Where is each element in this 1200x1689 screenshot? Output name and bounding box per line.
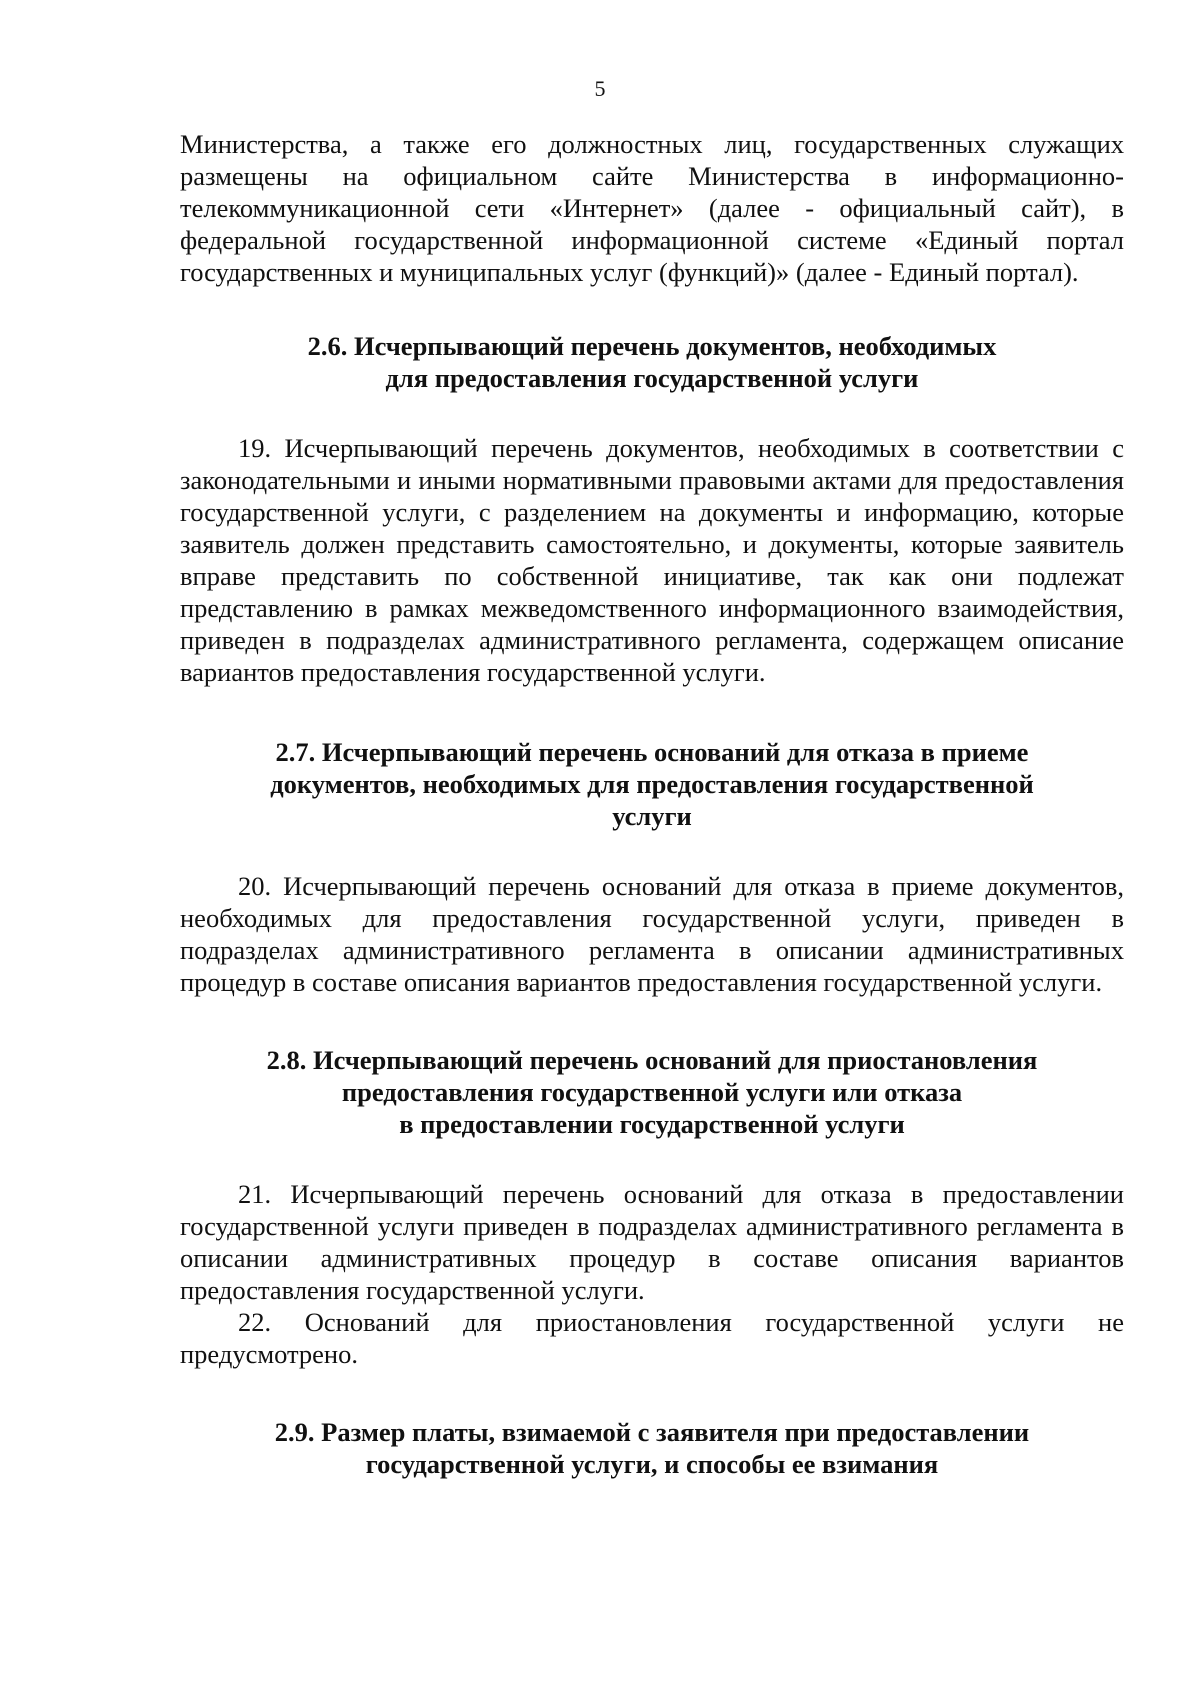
- paragraph-22: 22. Оснований для приостановления государственной услуги не предусмотрено.: [180, 1307, 1124, 1369]
- heading-line: 2.7. Исчерпывающий перечень оснований для отказа в приеме: [275, 737, 1029, 767]
- intro-paragraph: Министерства, а также его должностных лиц, государственных служащих размещены на официальном сайте Министерства в информационно-телекоммуникационной сети «Интернет» (далее - официальный сайт), в федеральной государственной информационной системе «Единый портал государственных и муниципальных услуг (функций)» (далее - Единый портал).: [180, 129, 1124, 287]
- page-number: 5: [594, 76, 606, 101]
- paragraph-20: 20. Исчерпывающий перечень оснований для отказа в приеме документов, необходимых для предоставления государственной услуги, приведен в подразделах административного регламента в описании административных процедур в составе описания вариантов предоставления государственной услуги.: [180, 871, 1124, 997]
- heading-line: для предоставления государственной услуги: [385, 363, 919, 393]
- heading-line: в предоставлении государственной услуги: [399, 1109, 905, 1139]
- section-2-7-heading: [180, 736, 1124, 832]
- heading-line: 2.8. Исчерпывающий перечень оснований для приостановления: [266, 1045, 1038, 1075]
- section-2-6-heading: [180, 330, 1124, 394]
- paragraph-21: 21. Исчерпывающий перечень оснований для отказа в предоставлении государственной услуги приведен в подразделах административного регламента в описании административных процедур в составе описания вариантов предоставления государственной услуги.: [180, 1179, 1124, 1305]
- heading-line: услуги: [612, 801, 692, 831]
- paragraph-19: 19. Исчерпывающий перечень документов, необходимых в соответствии с законодательными и иными нормативными правовыми актами для предоставления государственной услуги, с разделением на документы и информацию, которые заявитель должен представить самостоятельно, и документы, которые заявитель вправе представить по собственной инициативе, так как они подлежат представлению в рамках межведомственного информационного взаимодействия, приведен в подразделах административного регламента, содержащем описание вариантов предоставления государственной услуги.: [180, 433, 1124, 687]
- section-2-8-heading: [180, 1044, 1124, 1140]
- heading-line: документов, необходимых для предоставления государственной: [270, 769, 1034, 799]
- page-content: [180, 128, 1124, 1480]
- section-2-9-heading: [180, 1416, 1124, 1480]
- heading-line: предоставления государственной услуги или отказа: [341, 1077, 963, 1107]
- heading-line: 2.9. Размер платы, взимаемой с заявителя при предоставлении: [274, 1417, 1030, 1447]
- heading-line: 2.6. Исчерпывающий перечень документов, необходимых: [307, 331, 997, 361]
- heading-line: государственной услуги, и способы ее взимания: [365, 1449, 939, 1479]
